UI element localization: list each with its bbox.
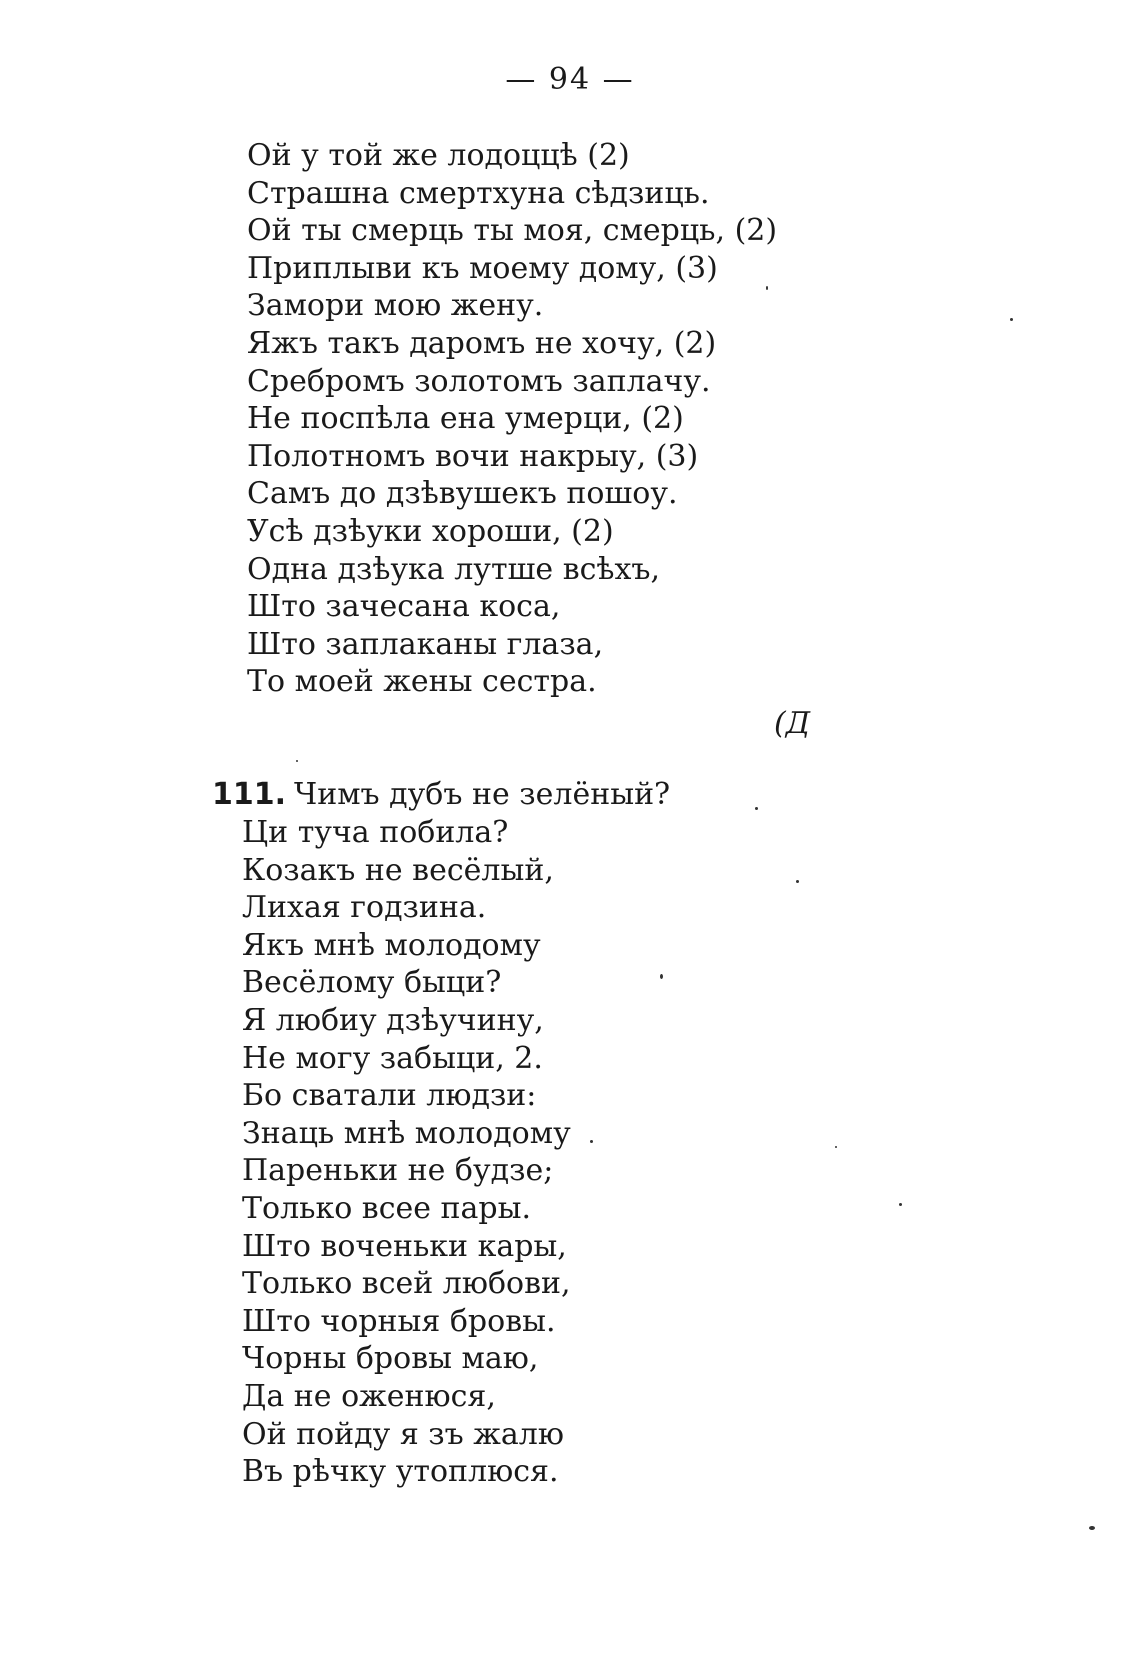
poem-line: Знаць мнѣ молодому: [242, 1115, 571, 1151]
poem-line: Только всей любови,: [242, 1266, 571, 1302]
scan-speck: [899, 1203, 902, 1206]
poem-line: Самъ до дзѣвушекъ пошоу.: [247, 476, 678, 512]
poem-line: То моей жены сестра.: [247, 664, 597, 700]
scan-speck: [755, 807, 758, 810]
poem-top: [247, 137, 777, 701]
song-111-body: [242, 814, 571, 1491]
song-first-line: Чимъ дубъ не зелёный?: [294, 777, 671, 812]
poem-line: Сребромъ золотомъ заплачу.: [247, 363, 711, 399]
poem-line: Што зачесана коса,: [247, 589, 561, 625]
poem-line: Ой пойду я зъ жалю: [242, 1416, 564, 1452]
scan-speck: [660, 974, 663, 979]
poem-line: Пареньки не будзе;: [242, 1153, 554, 1189]
poem-line: Што воченьки кары,: [242, 1228, 567, 1264]
scan-speck: [590, 1140, 593, 1143]
poem-line: Весёлому быци?: [242, 965, 502, 1001]
poem-line: Не могу забыци, 2.: [242, 1040, 543, 1076]
poem-line: Якъ мнѣ молодому: [242, 927, 541, 963]
poem-line: Яжъ такъ даромъ не хочу, (2): [247, 325, 717, 361]
poem-line: Не поспѣла ена умерци, (2): [247, 401, 684, 437]
scan-speck: [296, 760, 298, 762]
poem-line: Полотномъ вочи накрыу, (3): [247, 438, 699, 474]
poem-signature: (Д: [774, 706, 811, 741]
scan-speck: [796, 880, 799, 883]
poem-line: Козакъ не весёлый,: [242, 852, 554, 888]
scan-speck: [766, 286, 768, 290]
page-number: — 94 —: [505, 62, 635, 97]
poem-line: Да не оженюся,: [242, 1378, 496, 1414]
poem-line: Ци туча побила?: [242, 815, 509, 850]
poem-line: Ой ты смерць ты моя, смерць, (2): [247, 213, 778, 249]
poem-line: Страшна смертхуна сѣдзиць.: [247, 175, 710, 211]
poem-line: Што заплаканы глаза,: [247, 626, 604, 662]
poem-line: Ой у той же лодоццѣ (2): [247, 138, 630, 173]
poem-line: Бо сватали людзи:: [242, 1078, 537, 1114]
song-number: 111.: [212, 777, 287, 812]
poem-line: Лихая годзина.: [242, 890, 487, 926]
song-heading: [212, 776, 670, 814]
scan-speck: [1010, 318, 1013, 321]
scan-speck: [1089, 1526, 1095, 1530]
poem-line: Чорны бровы маю,: [242, 1341, 539, 1377]
poem-line: Усѣ дзѣуки хороши, (2): [247, 513, 614, 549]
poem-line: Я любиу дзѣучину,: [242, 1002, 544, 1038]
poem-line: Только всее пары.: [242, 1190, 532, 1226]
poem-line: Замори мою жену.: [247, 288, 544, 324]
poem-line: Што чорныя бровы.: [242, 1303, 556, 1339]
poem-line: Въ рѣчку утоплюся.: [242, 1454, 559, 1490]
poem-line: Одна дзѣука лутше всѣхъ,: [247, 551, 661, 587]
scan-speck: [835, 1146, 837, 1148]
poem-line: Приплыви къ моему дому, (3): [247, 250, 718, 286]
